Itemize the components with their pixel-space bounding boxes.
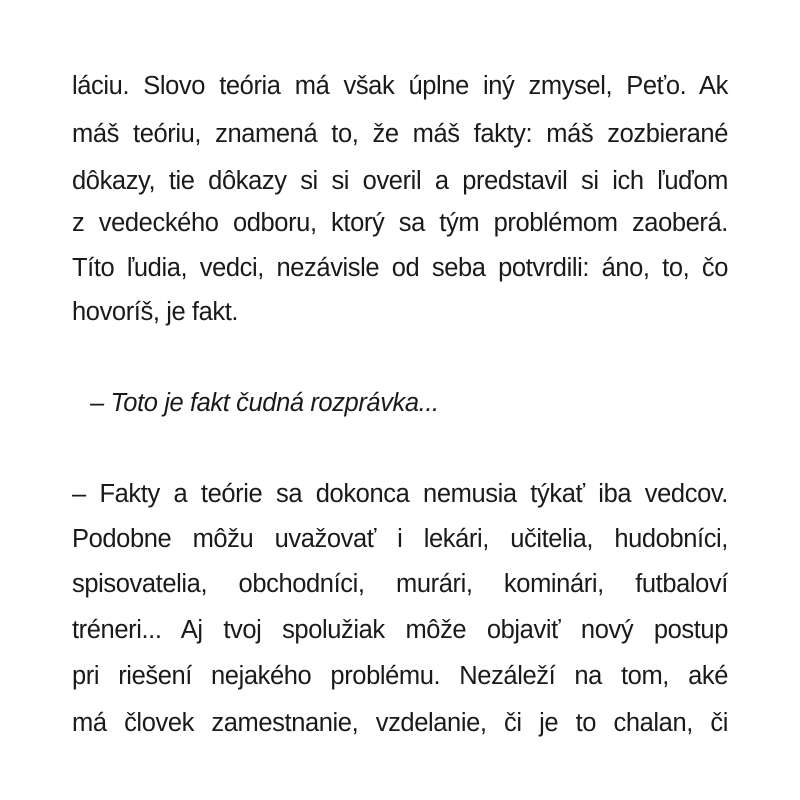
text-line: tréneri... Aj tvoj spolužiak môže objaviť nový postup (72, 616, 728, 644)
text-line: hovoríš, je fakt. (72, 298, 239, 326)
text-line: – Fakty a teórie sa dokonca nemusia týkať iba vedcov. (72, 480, 728, 508)
text-line: Podobne môžu uvažovať i lekári, učitelia, hudobníci, (72, 525, 728, 553)
text-line: Títo ľudia, vedci, nezávisle od seba potvrdili: áno, to, čo (72, 254, 728, 282)
text-line: z vedeckého odboru, ktorý sa tým problémom zaoberá. (72, 209, 728, 237)
text-line: dôkazy, tie dôkazy si si overil a predstavil si ich ľuďom (72, 167, 728, 195)
text-line: láciu. Slovo teória má však úplne iný zmysel, Peťo. Ak (72, 72, 728, 100)
text-line: pri riešení nejakého problému. Nezáleží na tom, aké (72, 662, 728, 690)
dialogue-line: – Toto je fakt čudná rozprávka... (90, 389, 439, 417)
text-line: máš teóriu, znamená to, že máš fakty: máš zozbierané (72, 120, 728, 148)
text-line: spisovatelia, obchodníci, murári, kominári, futbaloví (72, 570, 728, 598)
text-line: má človek zamestnanie, vzdelanie, či je to chalan, či (72, 709, 728, 737)
